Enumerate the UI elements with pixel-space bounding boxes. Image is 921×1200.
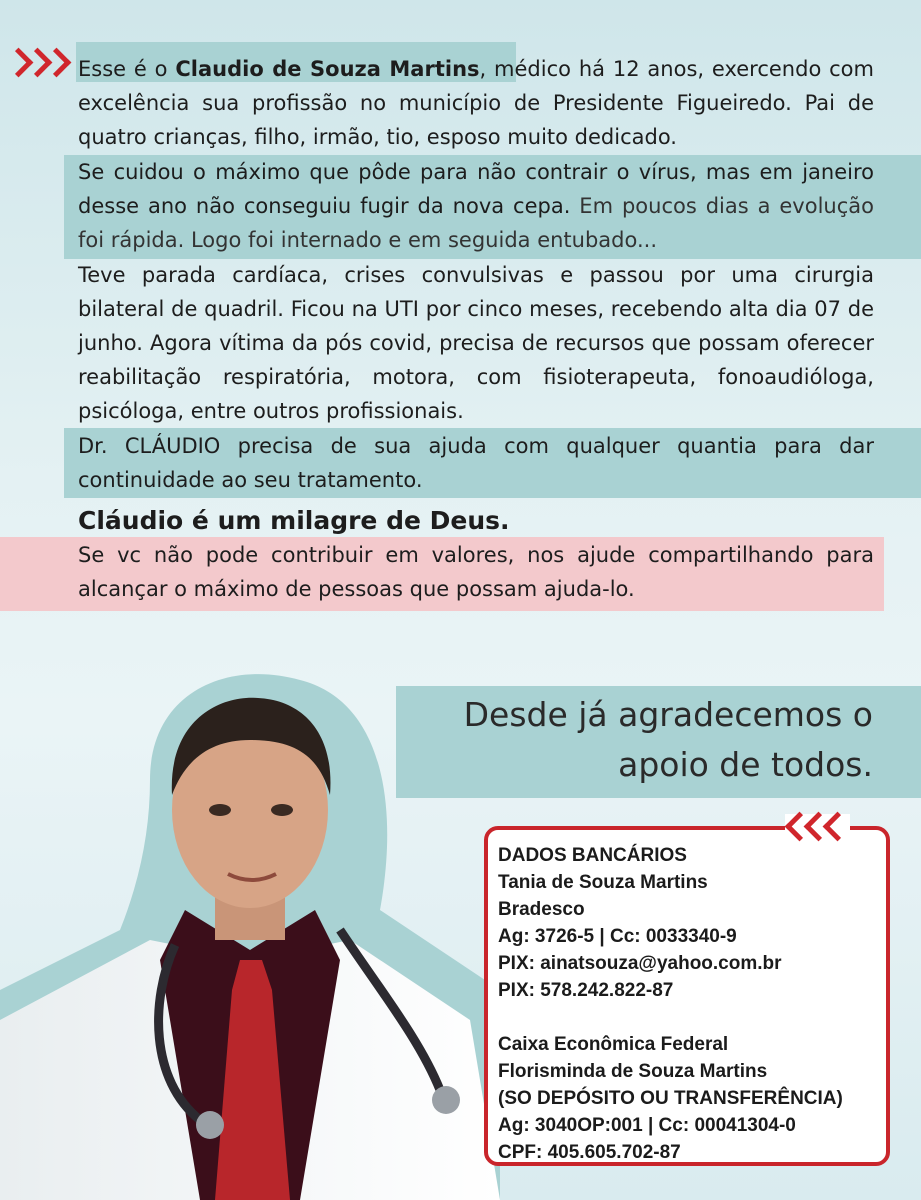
share-paragraph: Se vc não pode contribuir em valores, nos ajude compartilhando para alcançar o máximo de pessoas que possam ajuda-lo. <box>78 543 874 601</box>
intro-text-pre: Esse é o <box>78 57 176 81</box>
doctor-name: Claudio de Souza Martins <box>175 57 480 81</box>
bank-account-2: Ag: 3040OP:001 | Cc: 00041304-0 <box>498 1115 796 1136</box>
bank-note-2: (SO DEPÓSITO OU TRANSFERÊNCIA) <box>498 1088 843 1109</box>
chevron-right-icon <box>8 52 65 73</box>
bank-cpf-2: CPF: 405.605.702-87 <box>498 1142 681 1163</box>
thanks-line-2: apoio de todos. <box>618 745 873 784</box>
intro-paragraph <box>78 52 874 154</box>
pix-cpf: PIX: 578.242.822-87 <box>498 980 674 1001</box>
treatment-paragraph: Teve parada cardíaca, crises convulsivas e passou por uma cirurgia bilateral de quadril. Ficou na UTI por cinco meses, recebendo alta dia 07 de junho. Agora vítima da pós covid, precisa de recursos que possam oferecer reabilitação respiratória, motora, com fisioterapeuta, fonoaudióloga, psicóloga, entre outros profissionais. <box>78 263 874 423</box>
doctor-photo <box>0 660 500 1200</box>
bank-holder-2: Florisminda de Souza Martins <box>498 1061 768 1082</box>
bank-details-box <box>484 826 890 1166</box>
bank-account-1: Ag: 3726-5 | Cc: 0033340-9 <box>498 926 737 947</box>
virus-paragraph <box>78 155 874 257</box>
bank-name-2: Caixa Econômica Federal <box>498 1034 729 1055</box>
bank-heading: DADOS BANCÁRIOS <box>498 845 687 866</box>
thanks-line-1: Desde já agradecemos o <box>463 695 873 734</box>
virus-text-rest: Em poucos dias a evolução foi rápida. Logo foi internado e em seguida entubado... <box>78 194 874 252</box>
intro-text-post: , médico há 12 anos, exercendo com excelência sua profissão no município de Presidente Figueiredo. Pai de quatro crianças, filho, irmão, tio, esposo muito dedicado. <box>78 57 874 149</box>
miracle-heading: Cláudio é um milagre de Deus. <box>78 506 510 535</box>
bank-name-1: Bradesco <box>498 899 585 920</box>
chevron-left-icon <box>785 814 850 839</box>
pix-email: PIX: ainatsouza@yahoo.com.br <box>498 953 782 974</box>
bank-holder-1: Tania de Souza Martins <box>498 872 708 893</box>
virus-text-main: Se cuidou o máximo que pôde para não contrair o vírus, mas em janeiro desse ano não conseguiu fugir da nova cepa. <box>78 160 874 218</box>
help-paragraph: Dr. CLÁUDIO precisa de sua ajuda com qualquer quantia para dar continuidade ao seu tratamento. <box>78 434 874 492</box>
